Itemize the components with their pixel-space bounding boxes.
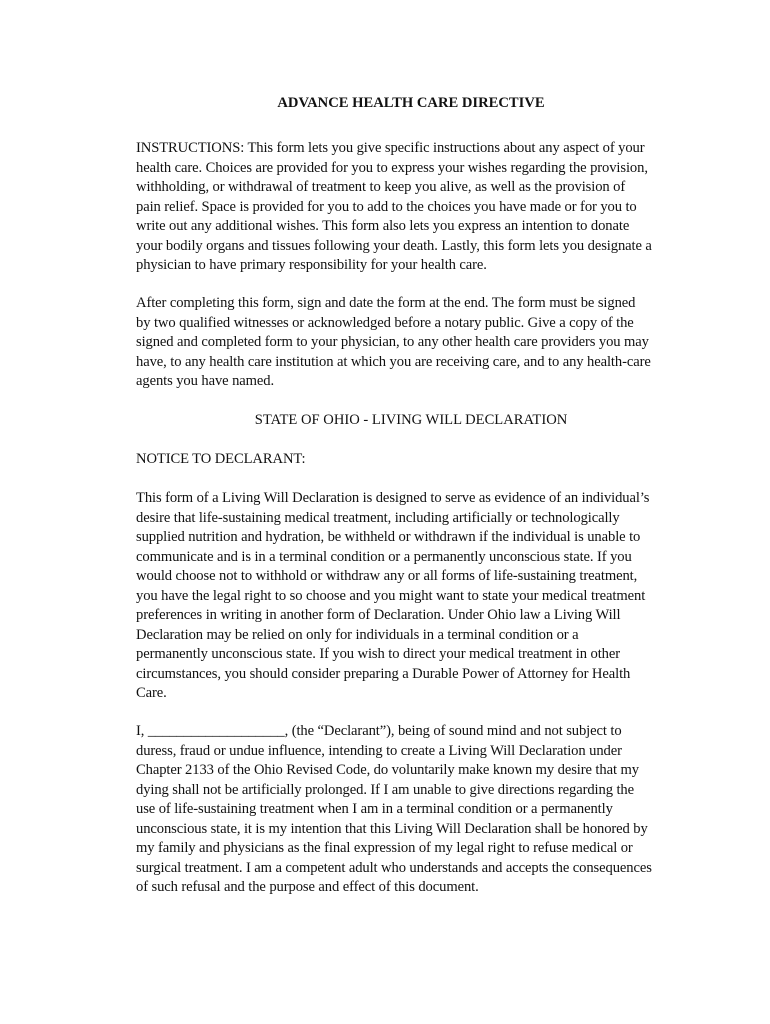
state-heading: STATE OF OHIO - LIVING WILL DECLARATION xyxy=(254,412,568,428)
notice-heading: NOTICE TO DECLARANT: xyxy=(136,451,306,467)
declaration-paragraph: I, ___________________, (the “Declarant”), being of sound mind and not subject to duress, fraud or undue influence, intending to create a Living Will Declaration under Chapter 2133 of the Ohio Revised Code, do voluntarily make known my desire that my dying shall not be artificially prolonged. If I am unable to give directions regarding the use of life-sustaining treatment when I am in a terminal condition or a permanently unconscious state, it is my intention that this Living Will Declaration shall be honored by my family and physicians as the final expression of my legal right to refuse medical or surgical treatment. I am a competent adult who understands and accepts the consequences of such refusal and the purpose and effect of this document. xyxy=(136,723,652,895)
after-completing-paragraph: After completing this form, sign and date the form at the end. The form must be signed by two qualified witnesses or acknowledged before a notary public. Give a copy of the signed and completed form to your physician, to any other health care providers you may have, to any health care institution at which you are receiving care, and to any health-care agents you have named. xyxy=(136,295,651,389)
document-title: ADVANCE HEALTH CARE DIRECTIVE xyxy=(277,95,545,111)
instructions-paragraph: INSTRUCTIONS: This form lets you give specific instructions about any aspect of your health care. Choices are provided for you to express your wishes regarding the provision, withholding, or withdrawal of treatment to keep you alive, as well as the provision of pain relief. Space is provided for you to add to the choices you have made or for you to write out any additional wishes. This form also lets you express an intention to donate your bodily organs and tissues following your death. Lastly, this form lets you designate a physician to have primary responsibility for your health care. xyxy=(136,140,652,273)
form-description-paragraph: This form of a Living Will Declaration is designed to serve as evidence of an individual’s desire that life-sustaining medical treatment, including artificially or technologically supplied nutrition and hydration, be withheld or withdrawn if the individual is unable to communicate and is in a terminal condition or a permanently unconscious state. If you would choose not to withhold or withdraw any or all forms of life-sustaining treatment, you have the legal right to so choose and you might want to state your medical treatment preferences in writing in another form of Declaration. Under Ohio law a Living Will Declaration may be relied on only for individuals in a terminal condition or a permanently unconscious state. If you wish to direct your medical treatment in other circumstances, you should consider preparing a Durable Power of Attorney for Health Care. xyxy=(136,490,650,701)
